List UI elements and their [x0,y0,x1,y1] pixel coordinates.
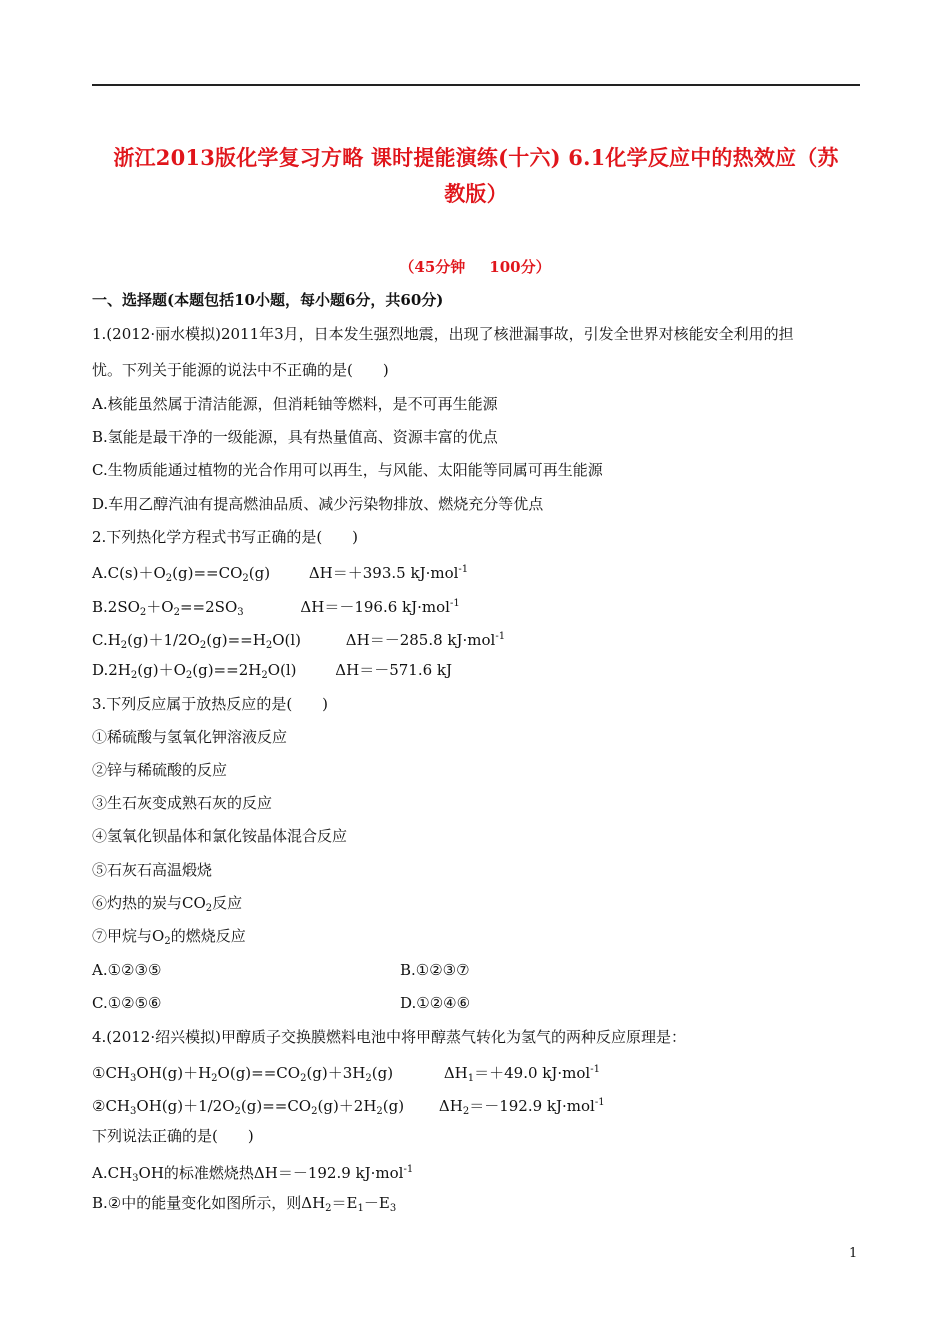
delta-h-label: ΔH [443,1064,468,1082]
delta-h-label: ΔH [345,631,370,649]
q3-item-7 [92,926,246,952]
eq-sub: 2 [462,1106,470,1117]
eq-part: ①CH [92,1064,131,1082]
q3-stem: 3.下列反应属于放热反应的是( ) [92,695,329,713]
q3-option-a: A.①②③⑤ [92,961,162,979]
q3-option-b: B.①②③⑦ [400,961,470,979]
eq-part: A.CH [92,1164,133,1182]
eq-part: (g) [248,564,271,582]
eq-sub: 2 [265,640,273,651]
eq-sub: 1 [357,1203,364,1214]
eq-part: －E [363,1194,390,1212]
q2-option-a [92,560,468,589]
item-part: ⑥灼热的炭与CO [92,894,206,912]
q3-options-row1 [92,960,470,980]
eq-part: (g)＋1/2O [127,631,200,649]
eq-part: B.2SO [92,598,140,616]
q4-reaction-1 [92,1060,600,1089]
q1-stem-line1: 1.(2012·丽水模拟)2011年3月，日本发生强烈地震，出现了核泄漏事故，引发全世界对核能安全利用的担 [92,325,794,343]
time-score-line [0,256,950,277]
delta-h-label: ΔH [438,1097,463,1115]
delta-h-value: ＝＋49.0 kJ·mol [474,1064,591,1082]
eq-sub: 1 [467,1073,475,1084]
eq-part: (g) [371,1064,394,1082]
q4-ask: 下列说法正确的是( ) [92,1127,254,1145]
delta-h-value: ＋393.5 kJ·mol [347,564,459,582]
title-line-2: 教版） [444,181,508,206]
eq-sup: -1 [590,1064,600,1075]
eq-part: C.H [92,631,121,649]
q1-option-a: A.核能虽然属于清洁能源，但消耗铀等燃料，是不可再生能源 [92,395,498,413]
eq-part: OH(g)＋1/2O [136,1097,235,1115]
q2-option-d [92,660,452,686]
eq-sub: 2 [325,1203,332,1214]
eq-part: OH(g)＋H [136,1064,212,1082]
eq-sub: 2 [300,1073,307,1084]
eq-part: B.②中的能量变化如图所示，则ΔH [92,1194,326,1212]
delta-h-label: ΔH＝ [308,564,348,582]
item-sub: 2 [164,936,171,947]
delta-h-value: ＝－196.6 kJ·mol [324,598,450,616]
eq-sub: 3 [130,1073,137,1084]
eq-part: D.2H [92,661,131,679]
eq-sub: 2 [376,1106,383,1117]
item-part: 反应 [212,894,243,912]
q3-item-6 [92,893,242,919]
eq-sub: 2 [165,573,173,584]
eq-sub: 2 [185,670,193,681]
delta-h-label: ΔH [300,598,325,616]
eq-sub: 2 [199,640,207,651]
q4-option-a [92,1160,413,1189]
q1-option-d: D.车用乙醇汽油有提高燃油品质、减少污染物排放、燃烧充分等优点 [92,495,544,513]
q2-stem: 2.下列热化学方程式书写正确的是( ) [92,528,359,546]
eq-part: O(l) [272,631,302,649]
q3-option-d: D.①②④⑥ [400,994,471,1012]
eq-sup: -1 [458,564,469,575]
eq-part: (g)＋O [137,661,186,679]
eq-sub: 2 [311,1106,318,1117]
delta-h-value: ＝－192.9 kJ·mol [469,1097,595,1115]
eq-part: (g)==CO [240,1097,312,1115]
eq-sub: 2 [261,670,268,681]
q1-option-b: B.氢能是最干净的一级能源，具有热量值高、资源丰富的优点 [92,428,498,446]
eq-sub: 2 [365,1073,372,1084]
eq-sub: 3 [389,1203,397,1214]
eq-sub: 2 [242,573,249,584]
eq-part: OH的标准燃烧热ΔH＝－192.9 kJ·mol [138,1164,404,1182]
eq-sub: 2 [234,1106,241,1117]
eq-part: (g) [382,1097,405,1115]
q3-item-2: ②锌与稀硫酸的反应 [92,761,228,779]
q1-option-c: C.生物质能通过植物的光合作用可以再生，与风能、太阳能等同属可再生能源 [92,461,603,479]
q3-item-3: ③生石灰变成熟石灰的反应 [92,794,273,812]
q4-option-b [92,1193,396,1219]
eq-part: (g)＋2H [317,1097,377,1115]
eq-sup: -1 [594,1097,605,1108]
delta-h-label: ΔH [335,661,360,679]
eq-sub: 3 [130,1106,137,1117]
eq-part: A.C(s)＋O [92,564,166,582]
item-part: ⑦甲烷与O [92,927,165,945]
eq-part: (g)==H [206,631,266,649]
delta-h-value: ＝－285.8 kJ·mol [369,631,496,649]
q3-options-row2 [92,993,471,1013]
item-part: 的燃烧反应 [170,927,246,945]
time-limit: （45分钟 [399,258,466,276]
eq-part: (g)==2H [192,661,262,679]
eq-part: ==2SO [179,598,238,616]
eq-part: O(g)==CO [217,1064,301,1082]
q2-option-c [92,627,505,656]
eq-sub: 2 [211,1073,218,1084]
title-line-1: 浙江2013版化学复习方略 课时提能演练(十六) 6.1化学反应中的热效应（苏 [113,145,839,170]
total-score: 100分） [489,258,551,276]
q3-option-c: C.①②⑤⑥ [92,994,162,1012]
eq-part: ＝E [331,1194,358,1212]
q4-stem: 4.(2012·绍兴模拟)甲醇质子交换膜燃料电池中将甲醇蒸气转化为氢气的两种反应原理是： [92,1028,686,1046]
eq-sub: 2 [120,640,128,651]
section-heading: 一、选择题(本题包括10小题，每小题6分，共60分) [92,291,444,309]
eq-sub: 2 [139,607,147,618]
eq-sup: -1 [449,598,460,609]
q3-item-4: ④氢氧化钡晶体和氯化铵晶体混合反应 [92,827,348,845]
eq-sub: 3 [132,1173,139,1184]
eq-sup: -1 [403,1164,414,1175]
q3-item-5: ⑤石灰石高温煅烧 [92,861,213,879]
eq-part: (g)＋3H [306,1064,366,1082]
eq-part: (g)==CO [172,564,243,582]
document-title [88,140,864,212]
delta-h-value: ＝－571.6 kJ [359,661,453,679]
header-rule [92,84,860,86]
item-sub: 2 [205,903,213,914]
q4-reaction-2 [92,1093,605,1122]
eq-sub: 2 [130,670,138,681]
eq-part: O(l) [267,661,297,679]
eq-part: ＋O [146,598,174,616]
eq-part: ②CH [92,1097,131,1115]
eq-sup: -1 [495,631,506,642]
page-number: 1 [849,1246,858,1261]
eq-sub: 3 [237,607,244,618]
eq-sub: 2 [173,607,180,618]
q1-stem-line2: 忧。下列关于能源的说法中不正确的是( ) [92,361,389,379]
q2-option-b [92,594,460,623]
q3-item-1: ①稀硫酸与氢氧化钾溶液反应 [92,728,288,746]
